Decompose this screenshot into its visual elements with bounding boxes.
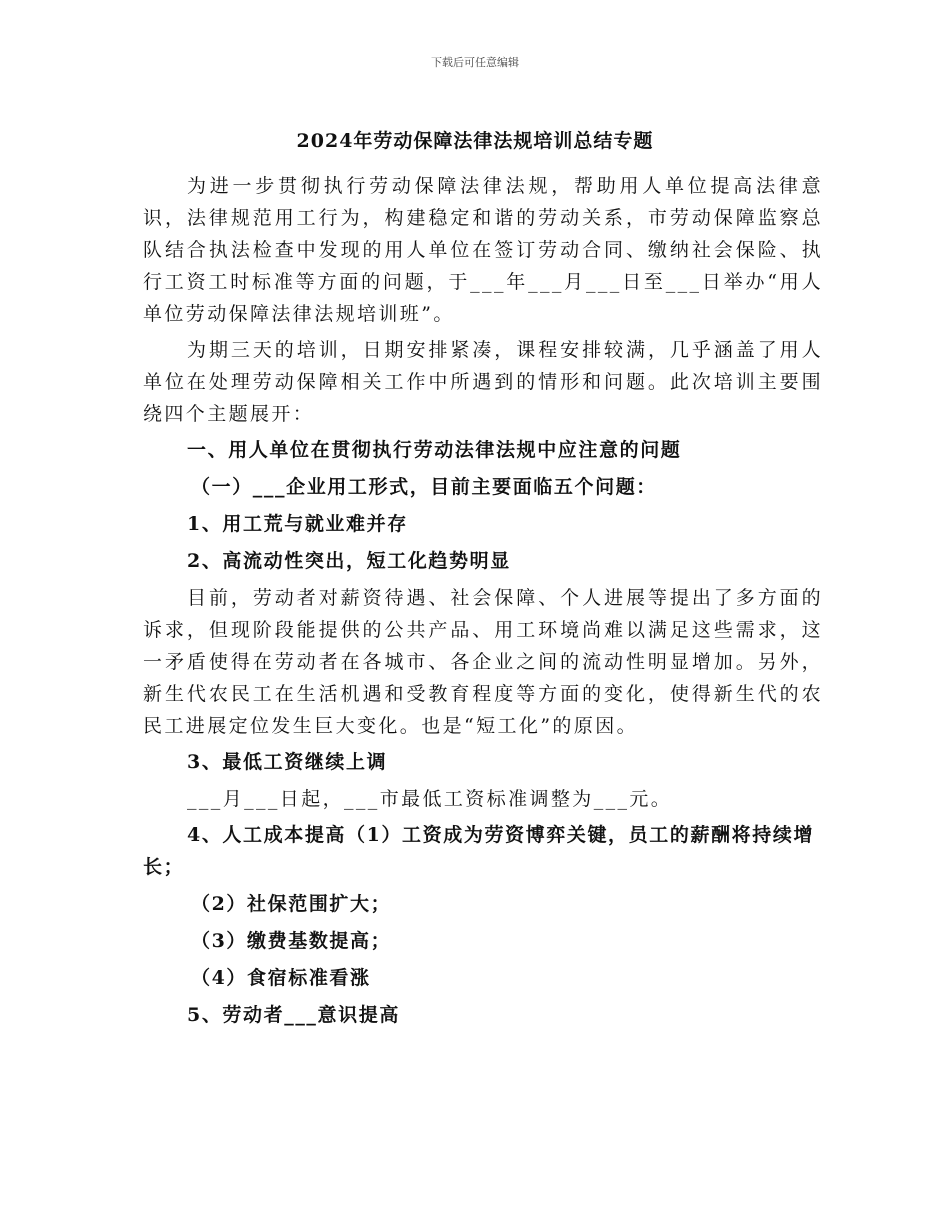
paragraph-training-overview: 为期三天的培训，日期安排紧凑，课程安排较满，几乎涵盖了用人单位在处理劳动保障相关工作中所遇到的情形和问题。此次培训主要围绕四个主题展开： <box>143 339 823 425</box>
list-item-4: 4、人工成本提高（1）工资成为劳资博弈关键，员工的薪酬将持续增长； <box>143 824 815 878</box>
document-body <box>143 170 823 1036</box>
subsection-heading-1: （一）___企业用工形式，目前主要面临五个问题： <box>191 476 657 498</box>
section-heading-1: 一、用人单位在贯彻执行劳动法律法规中应注意的问题 <box>187 439 682 461</box>
paragraph-mobility: 目前，劳动者对薪资待遇、社会保障、个人进展等提出了多方面的诉求，但现阶段能提供的公共产品、用工环境尚难以满足这些需求，这一矛盾使得在劳动者在各城市、各企业之间的流动性明显增加。另外，新生代农民工在生活机遇和受教育程度等方面的变化，使得新生代的农民工进展定位发生巨大变化。也是“短工化”的原因。 <box>143 587 823 737</box>
document-title: 2024年劳动保障法律法规培训总结专题 <box>296 130 654 152</box>
list-item-1: 1、用工荒与就业难并存 <box>187 513 408 535</box>
list-item-4-4: （4）食宿标准看涨 <box>191 967 371 989</box>
list-item-3: 3、最低工资继续上调 <box>187 751 388 773</box>
list-item-5: 5、劳动者___意识提高 <box>187 1004 400 1026</box>
list-item-4-2: （2）社保范围扩大； <box>191 893 392 915</box>
list-item-2: 2、高流动性突出，短工化趋势明显 <box>187 550 511 572</box>
paragraph-intro: 为进一步贯彻执行劳动保障法律法规，帮助用人单位提高法律意识，法律规范用工行为，构建稳定和谐的劳动关系，市劳动保障监察总队结合执法检查中发现的用人单位在签订劳动合同、缴纳社会保险、执行工资工时标准等方面的问题，于___年___月___日至___日举办“用人单位劳动保障法律法规培训班”。 <box>143 175 823 325</box>
page-header-note: 下载后可任意编辑 <box>431 56 519 69</box>
list-item-4-3: （3）缴费基数提高； <box>191 930 392 952</box>
paragraph-min-wage: ___月___日起，___市最低工资标准调整为___元。 <box>187 788 673 810</box>
